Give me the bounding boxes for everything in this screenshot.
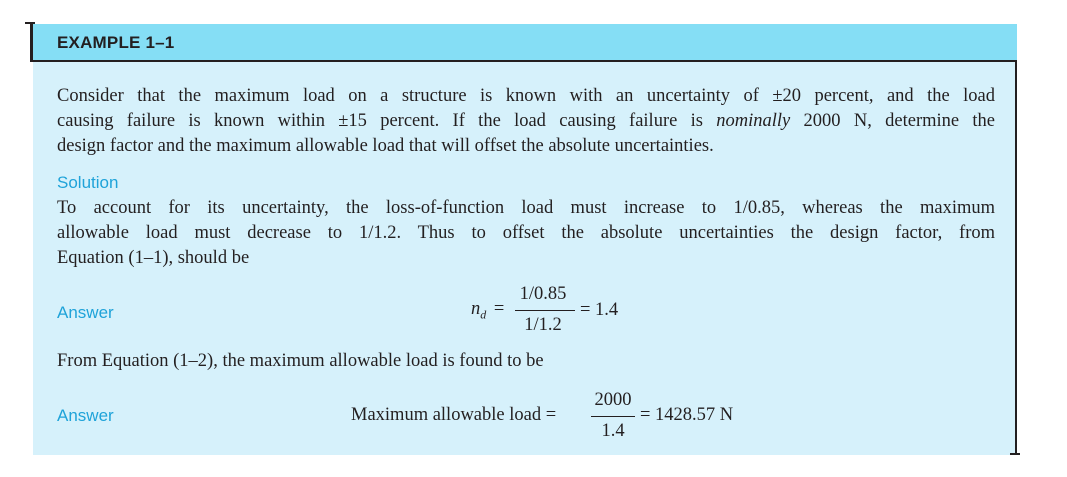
design-factor-subscript: d — [480, 307, 487, 322]
design-factor-denominator-box — [510, 315, 576, 336]
design-factor-symbol: n — [471, 299, 481, 319]
problem-line-2 — [57, 109, 995, 134]
problem-line-2-b: 2000 N, determine the — [790, 111, 995, 131]
problem-line-1: Consider that the maximum load on a structure is known with an uncertainty of ±20 percent, and the load — [57, 86, 995, 106]
design-factor-result: = 1.4 — [580, 300, 619, 320]
design-factor-denominator: 1/1.2 — [524, 315, 562, 335]
allowable-load-numerator: 2000 — [594, 390, 632, 410]
design-factor-lhs — [471, 299, 504, 323]
solution-text — [57, 196, 995, 271]
problem-emphasis: nominally — [716, 111, 791, 131]
frame-tick-bottom — [1010, 453, 1020, 455]
example-header-bar — [33, 24, 1017, 60]
problem-line-2-a: causing failure is known within ±15 percent. If the load causing failure is — [57, 111, 717, 131]
example-title: EXAMPLE 1–1 — [57, 33, 175, 52]
frame-right-rule — [1015, 60, 1017, 455]
design-factor-fraction — [510, 284, 576, 305]
bridge-text: From Equation (1–2), the maximum allowable load is found to be — [57, 351, 544, 371]
problem-statement — [57, 84, 995, 159]
design-factor-numerator: 1/0.85 — [519, 284, 567, 304]
solution-label: Solution — [57, 173, 119, 192]
allowable-load-denominator: 1.4 — [601, 421, 625, 441]
problem-line-3: design factor and the maximum allowable load that will offset the absolute uncertainties. — [57, 136, 714, 156]
allowable-load-lhs: Maximum allowable load = — [351, 405, 557, 425]
allowable-load-fraction — [588, 390, 638, 411]
allowable-load-denominator-box — [588, 421, 638, 442]
design-factor-fraction-bar — [515, 310, 575, 311]
answer-label-2: Answer — [57, 406, 114, 425]
answer-label-1: Answer — [57, 303, 114, 322]
allowable-load-result: = 1428.57 N — [640, 405, 734, 425]
solution-line-3: Equation (1–1), should be — [57, 248, 250, 268]
design-factor-equals: = — [493, 299, 505, 319]
allowable-load-fraction-bar — [591, 416, 635, 417]
solution-line-1: To account for its uncertainty, the loss-of-function load must increase to 1/0.85, whereas the maximum — [57, 198, 995, 218]
solution-line-2: allowable load must decrease to 1/1.2. Thus to offset the absolute uncertainties the design factor, from — [57, 223, 995, 243]
